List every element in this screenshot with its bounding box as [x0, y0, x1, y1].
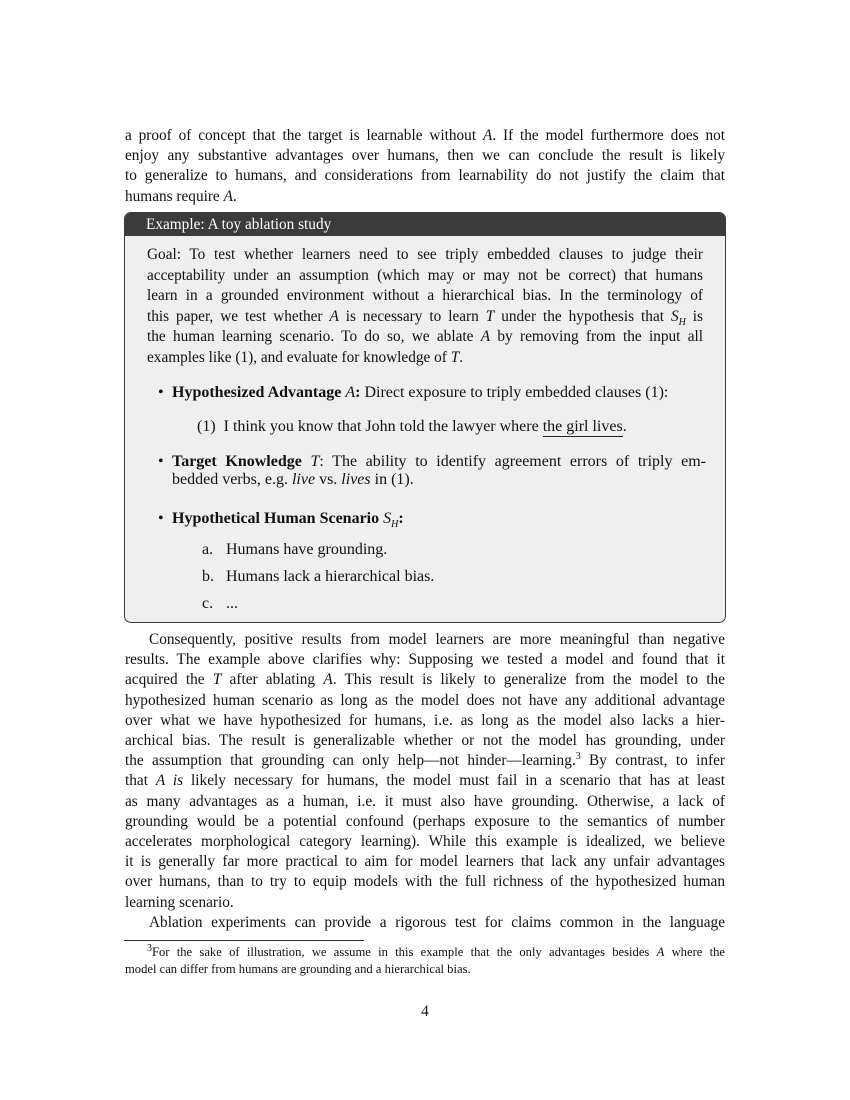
text-line: over humans, than to try to equip models with the full richness of the hypothesized human [125, 873, 725, 891]
text-line: as many advantages as a human, i.e. it must also have grounding. Otherwise, a lack of [125, 792, 725, 810]
text-line: hypothesized human scenario as long as the model does not have any additional advantage [125, 691, 725, 709]
text-line: humans require A. [125, 187, 237, 205]
example-box [124, 212, 726, 623]
scenario-item: a. Humans have grounding. [202, 541, 388, 558]
text-line: a proof of concept that the target is learnable without A. If the model furthermore does not [125, 127, 726, 144]
body-paragraph [125, 630, 725, 913]
example-goal [147, 245, 703, 368]
text-line: archical bias. The result is generalizable whether or not the model has grounding, under [125, 732, 725, 750]
text-line: acquired the T after ablating A. This result is likely to generalize from the model to the [125, 671, 725, 689]
text-line: Consequently, positive results from model learners are more meaningful than negative [149, 631, 725, 648]
text-line: accelerates morphological category learning). While this example is idealized, we believe [125, 833, 725, 851]
example-sentence: (1) I think you know that John told the lawyer where the girl lives. [197, 418, 627, 435]
footnote-marker: 3 [575, 751, 581, 763]
goal-line: Goal: To test whether learners need to see triply embedded clauses to judge their [147, 246, 703, 263]
underlined-phrase: the girl lives [542, 418, 623, 435]
scenario-item: b. Humans lack a hierarchical bias. [202, 568, 435, 585]
example-title: Example: A toy ablation study [125, 213, 725, 236]
text-line: it is generally far more practical to aim for model learners that lack any unfair advantages [125, 853, 725, 871]
text-line: learning scenario. [125, 893, 234, 911]
body-paragraph [125, 913, 725, 933]
text-line: grounding would be a potential confound (perhaps exposure to the semantics of number [125, 812, 725, 830]
page-number: 4 [421, 1003, 429, 1020]
goal-line: the human learning scenario. To do so, we ablate A by removing from the input all [147, 328, 703, 345]
goal-line: learn in a grounded environment without a hierarchical bias. In the terminology of [147, 287, 703, 304]
text-line: Ablation experiments can provide a rigorous test for claims common in the language [149, 914, 725, 931]
goal-line: acceptability under an assumption (which may or may not be correct) that humans [147, 266, 703, 284]
target-bullet: • Target Knowledge T: The ability to identify agreement errors of triply em- bedded verbs, e.g. live vs. lives in (1). [158, 453, 707, 488]
intro-paragraph [125, 126, 725, 207]
advantage-bullet: • Hypothesized Advantage A: Direct exposure to triply embedded clauses (1): [158, 384, 669, 401]
text-line: enjoy any substantive advantages over humans, then we can conclude the result is likely [125, 147, 725, 165]
text-line: to generalize to humans, and considerations from learnability do not justify the claim that [125, 167, 725, 185]
scenario-item: c. ... [202, 595, 238, 612]
text-line: the assumption that grounding can only help—not hinder—learning.$^3$ By contrast, to infer [125, 751, 726, 770]
goal-line: examples like (1), and evaluate for knowledge of T. [147, 348, 464, 366]
text-line: that A is likely necessary for humans, the model must fail in a scenario that has at least [125, 772, 725, 790]
text-line: results. The example above clarifies why: Supposing we tested a model and found that it [125, 651, 725, 669]
scenario-bullet: • Hypothetical Human Scenario $S_H$: [158, 510, 404, 531]
footnote: $^3$For the sake of illustration, we assume in this example that the only advantages besides A where the model can differ from humans are grounding and a hierarchical bias. [125, 942, 726, 976]
text-line: over what we have hypothesized for humans, i.e. as long as the model also lacks a hier- [125, 711, 725, 729]
footnote-divider [124, 940, 364, 941]
goal-line: this paper, we test whether A is necessary to learn T under the hypothesis that $S_H$ is [147, 307, 704, 328]
